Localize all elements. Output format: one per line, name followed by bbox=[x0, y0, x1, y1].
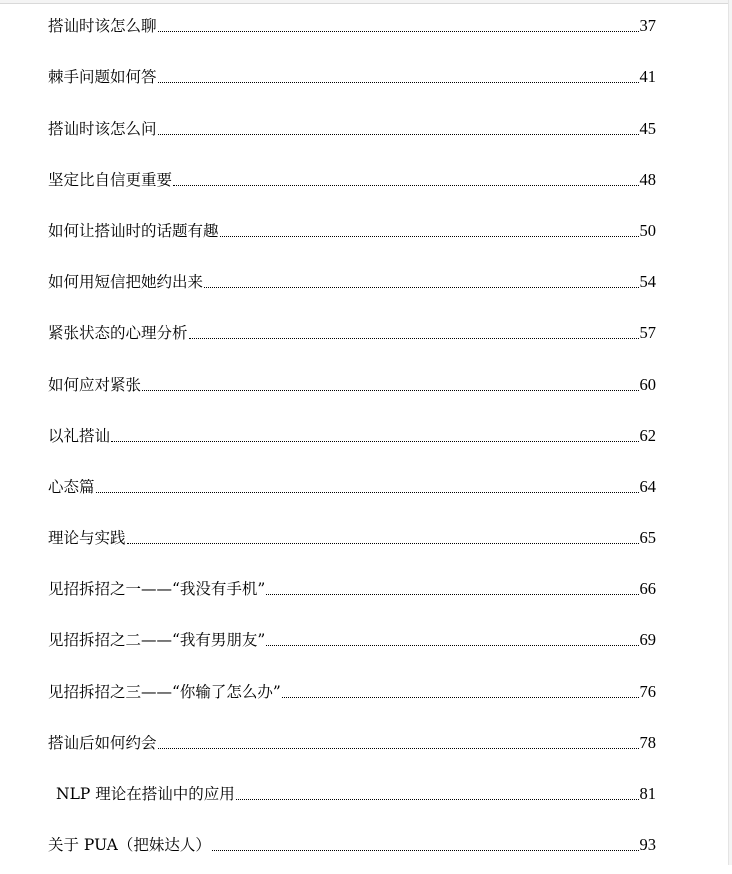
toc-entry-title: 棘手问题如何答 bbox=[48, 68, 157, 87]
toc-entry-title: 以礼搭讪 bbox=[48, 426, 111, 445]
toc-entry-title: 坚定比自信更重要 bbox=[48, 170, 173, 189]
toc-dot-leader bbox=[158, 134, 639, 135]
toc-entry-page: 37 bbox=[639, 16, 656, 36]
toc-entry-page: 65 bbox=[639, 528, 656, 548]
toc-entry[interactable] bbox=[48, 721, 656, 772]
toc-entry-title: 紧张状态的心理分析 bbox=[48, 324, 188, 343]
toc-dot-leader bbox=[266, 645, 638, 646]
toc-entry[interactable] bbox=[48, 772, 656, 823]
toc-entry-page: 93 bbox=[639, 835, 656, 855]
toc-entry-page: 54 bbox=[639, 272, 656, 292]
toc-entry-page: 60 bbox=[639, 374, 656, 394]
toc-entry-title: 如何应对紧张 bbox=[48, 375, 142, 394]
toc-entry[interactable] bbox=[48, 55, 656, 106]
toc-entry-title: 搭讪时该怎么问 bbox=[48, 119, 157, 138]
toc-entry[interactable] bbox=[48, 618, 656, 669]
toc-entry[interactable] bbox=[48, 823, 656, 874]
toc-entry-page: 57 bbox=[639, 323, 656, 343]
toc-entry[interactable] bbox=[48, 4, 656, 55]
toc-entry-page: 76 bbox=[639, 681, 656, 701]
toc-dot-leader bbox=[158, 31, 639, 32]
toc-entry-page: 78 bbox=[639, 732, 656, 752]
toc-dot-leader bbox=[189, 338, 639, 339]
toc-entry-title: 搭讪时该怎么聊 bbox=[48, 17, 157, 36]
toc-entry[interactable] bbox=[48, 414, 656, 465]
toc-entry-page: 64 bbox=[639, 476, 656, 496]
toc-dot-leader bbox=[173, 185, 638, 186]
toc-dot-leader bbox=[158, 748, 639, 749]
toc-dot-leader bbox=[236, 799, 639, 800]
toc-entry-title: 见招拆招之二——“我有男朋友” bbox=[48, 631, 266, 650]
toc-dot-leader bbox=[204, 287, 638, 288]
toc-entry-title: NLP 理论在搭讪中的应用 bbox=[56, 785, 235, 803]
toc-entry-page: 45 bbox=[639, 118, 656, 138]
toc-dot-leader bbox=[282, 697, 639, 698]
toc-entry[interactable] bbox=[48, 260, 656, 311]
toc-dot-leader bbox=[220, 236, 639, 237]
toc-entry[interactable] bbox=[48, 362, 656, 413]
table-of-contents bbox=[48, 4, 656, 874]
toc-entry[interactable] bbox=[48, 106, 656, 157]
toc-dot-leader bbox=[142, 390, 638, 391]
toc-entry-title: 见招拆招之一——“我没有手机” bbox=[48, 580, 266, 599]
toc-dot-leader bbox=[111, 441, 638, 442]
toc-entry[interactable] bbox=[48, 209, 656, 260]
toc-entry-title: 关于 PUA（把妹达人） bbox=[48, 836, 211, 855]
toc-entry-title: 心态篇 bbox=[48, 477, 95, 496]
toc-entry-title: 理论与实践 bbox=[48, 529, 126, 548]
toc-dot-leader bbox=[212, 850, 639, 851]
toc-entry[interactable] bbox=[48, 567, 656, 618]
toc-entry-page: 66 bbox=[639, 579, 656, 599]
toc-entry-page: 48 bbox=[639, 169, 656, 189]
toc-dot-leader bbox=[96, 492, 639, 493]
toc-dot-leader bbox=[158, 82, 639, 83]
toc-dot-leader bbox=[266, 594, 638, 595]
toc-entry[interactable] bbox=[48, 311, 656, 362]
toc-entry-page: 62 bbox=[639, 425, 656, 445]
toc-entry-title: 见招拆招之三——“你输了怎么办” bbox=[48, 682, 281, 701]
toc-entry-title: 搭讪后如何约会 bbox=[48, 733, 157, 752]
page-right-border bbox=[728, 0, 732, 865]
toc-dot-leader bbox=[127, 543, 639, 544]
toc-entry-page: 81 bbox=[639, 784, 656, 803]
toc-entry-page: 41 bbox=[639, 67, 656, 87]
toc-entry-title: 如何用短信把她约出来 bbox=[48, 273, 204, 292]
toc-entry-page: 50 bbox=[639, 220, 656, 240]
toc-entry[interactable] bbox=[48, 516, 656, 567]
toc-entry[interactable] bbox=[48, 158, 656, 209]
toc-entry-page: 69 bbox=[639, 630, 656, 650]
toc-entry[interactable] bbox=[48, 465, 656, 516]
toc-entry-title: 如何让搭讪时的话题有趣 bbox=[48, 221, 219, 240]
toc-entry[interactable] bbox=[48, 669, 656, 720]
